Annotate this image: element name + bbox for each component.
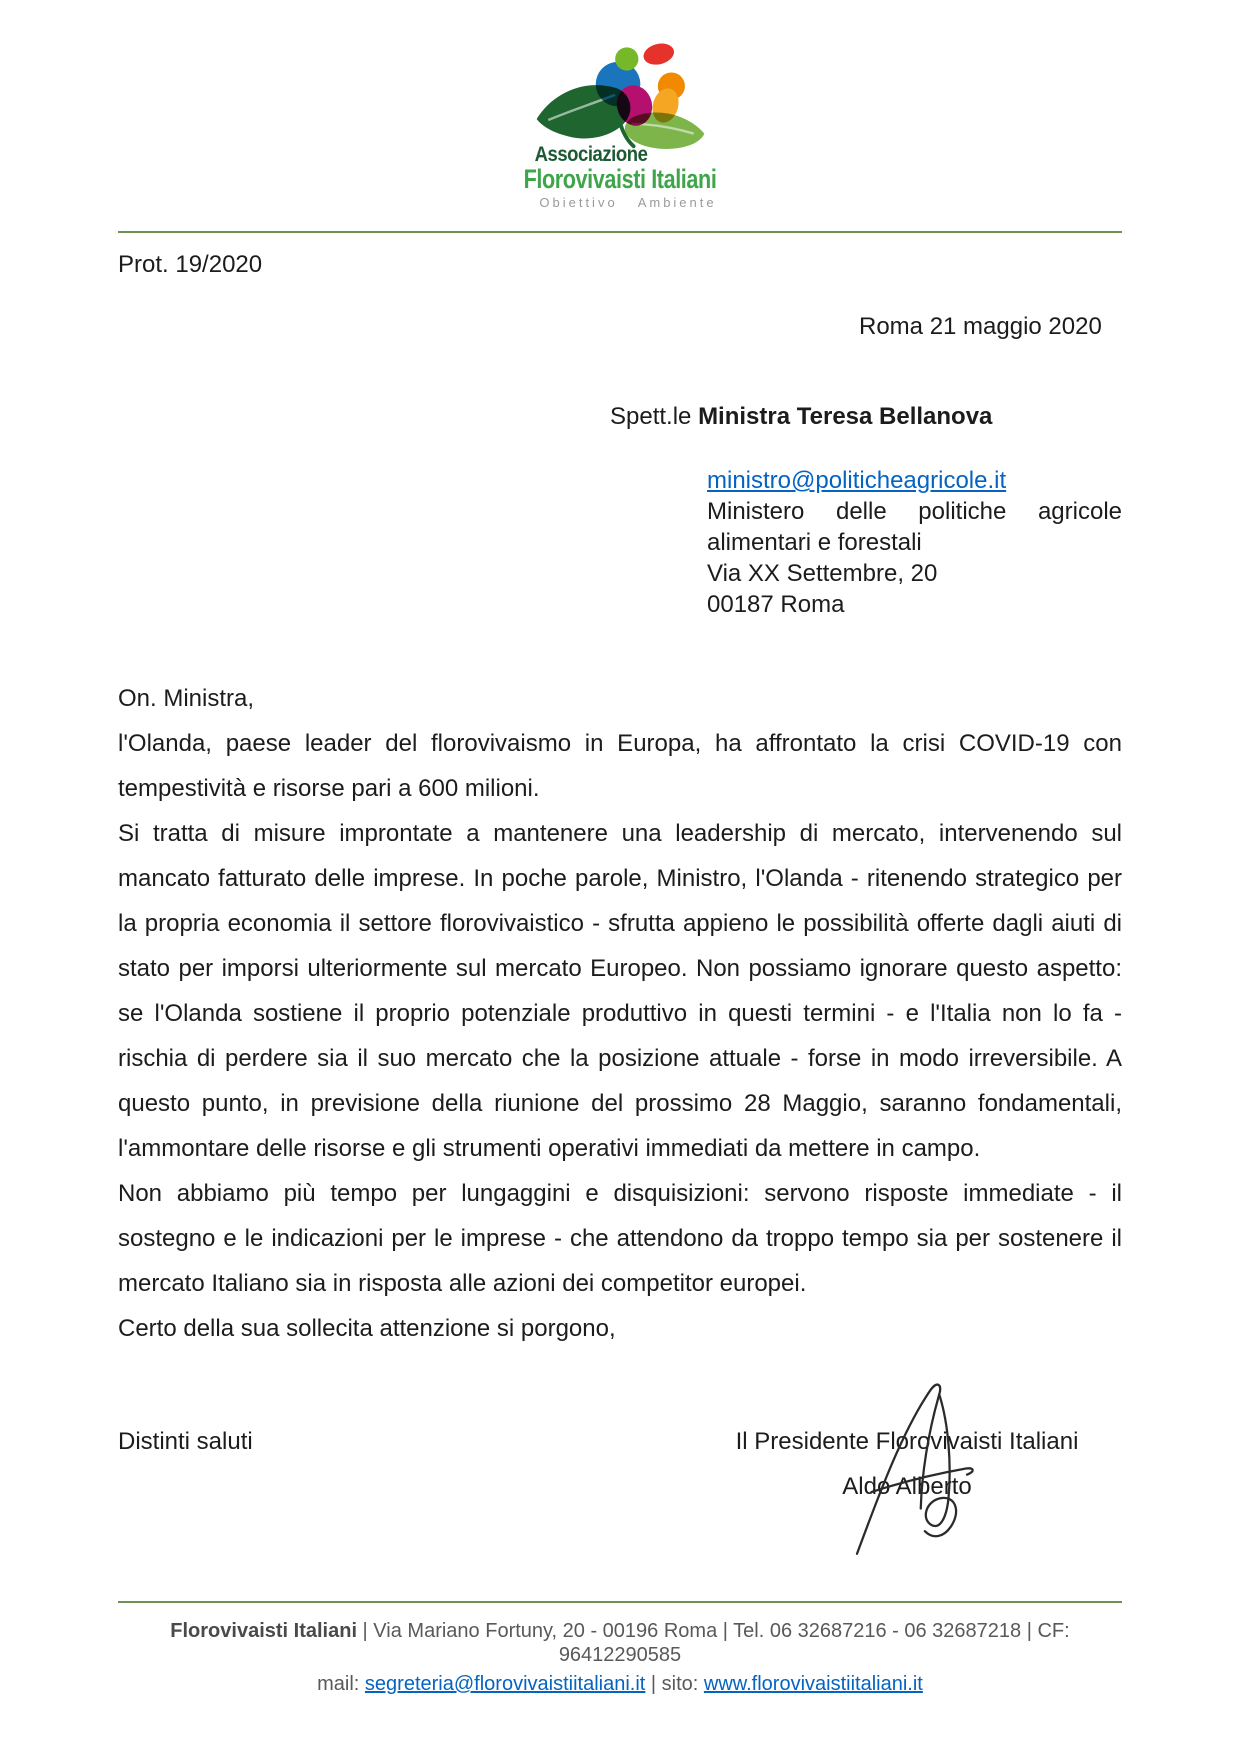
page-footer xyxy=(118,1601,1122,1696)
address-line: Via XX Settembre, 20 xyxy=(707,560,938,587)
footer-info-line xyxy=(118,1619,1122,1667)
logo-flower-icon xyxy=(520,26,720,152)
footer-mail-label: mail: xyxy=(317,1673,365,1695)
footer-contact-line xyxy=(118,1672,1122,1696)
body-paragraph: On. Ministra, xyxy=(118,685,255,712)
president-name: Aldo Alberto xyxy=(842,1473,972,1500)
footer-site-link[interactable]: www.florovivaistiitaliani.it xyxy=(703,1673,923,1695)
recipient-address-block xyxy=(707,465,1122,620)
letter-body xyxy=(118,676,1122,1351)
closing-right xyxy=(692,1419,1122,1509)
protocol-line: Prot. 19/2020 xyxy=(118,251,263,278)
footer-info-rest: | Via Mariano Fortuny, 20 - 00196 Roma | Tel. 06 32687216 - 06 32687218 | CF: 96412290585 xyxy=(357,1620,1070,1666)
letterhead xyxy=(118,0,1122,231)
recipient-email-line xyxy=(707,465,1122,496)
footer-rule xyxy=(118,1601,1122,1603)
address-line: Ministero delle politiche agricole xyxy=(707,498,1122,525)
footer-site-label: | sito: xyxy=(645,1673,704,1695)
footer-mail-link[interactable]: segreteria@florovivaistiitaliani.it xyxy=(364,1673,646,1695)
recipient-email-link[interactable]: ministro@politicheagricole.it xyxy=(707,467,1007,494)
org-tagline-word1: Obiettivo xyxy=(539,195,618,210)
org-name-line2: Florovivaisti Italiani xyxy=(523,164,717,194)
closing-row xyxy=(118,1419,1122,1509)
recipient-salutation-line xyxy=(610,401,1122,433)
org-name-line1: Associazione xyxy=(534,143,648,166)
salutation-prefix: Spett.le xyxy=(610,403,699,430)
body-paragraph: l'Olanda, paese leader del florovivaismo in Europa, ha affrontato la crisi COVID-19 con tempestività e risorse pari a 600 milioni. xyxy=(118,730,1122,802)
org-tagline-word2: Ambiente xyxy=(637,195,717,210)
president-title: Il Presidente Florovivaisti Italiani xyxy=(735,1428,1079,1455)
body-paragraph: Certo della sua sollecita attenzione si porgono, xyxy=(118,1315,616,1342)
body-paragraph: Non abbiamo più tempo per lungaggini e disquisizioni: servono risposte immediate - il sostegno e le indicazioni per le imprese - che attendono da troppo tempo sia per sostenere il mercato Italiano sia in risposta alle azioni dei competitor europei. xyxy=(118,1180,1122,1297)
body-paragraph: Si tratta di misure improntate a mantenere una leadership di mercato, intervenendo sul mancato fatturato delle imprese. In poche parole, Ministro, l'Olanda - ritenendo strategico per la propria economia il settore florovivaistico - sfrutta appieno le possibilità offerte dagli aiuti di stato per imporsi ulteriormente sul mercato Europeo. Non possiamo ignorare questo aspetto: se l'Olanda sostiene il proprio potenziale produttivo in questi termini - e l'Italia non lo fa - rischia di perdere sia il suo mercato che la posizione attuale - forse in modo irreversibile. A questo punto, in previsione della riunione del prossimo 28 Maggio, saranno fondamentali, l'ammontare delle risorse e gli strumenti operativi immediati da mettere in campo. xyxy=(118,820,1122,1162)
footer-org-name: Florovivaisti Italiani xyxy=(170,1620,357,1642)
header-rule xyxy=(118,231,1122,233)
closing-left: Distinti saluti xyxy=(118,1428,253,1455)
address-line: 00187 Roma xyxy=(707,591,845,618)
org-logo xyxy=(430,26,810,210)
recipient-name: Ministra Teresa Bellanova xyxy=(698,403,993,430)
org-tagline xyxy=(446,196,810,210)
date-line: Roma 21 maggio 2020 xyxy=(859,313,1102,340)
address-line: alimentari e forestali xyxy=(707,529,922,556)
